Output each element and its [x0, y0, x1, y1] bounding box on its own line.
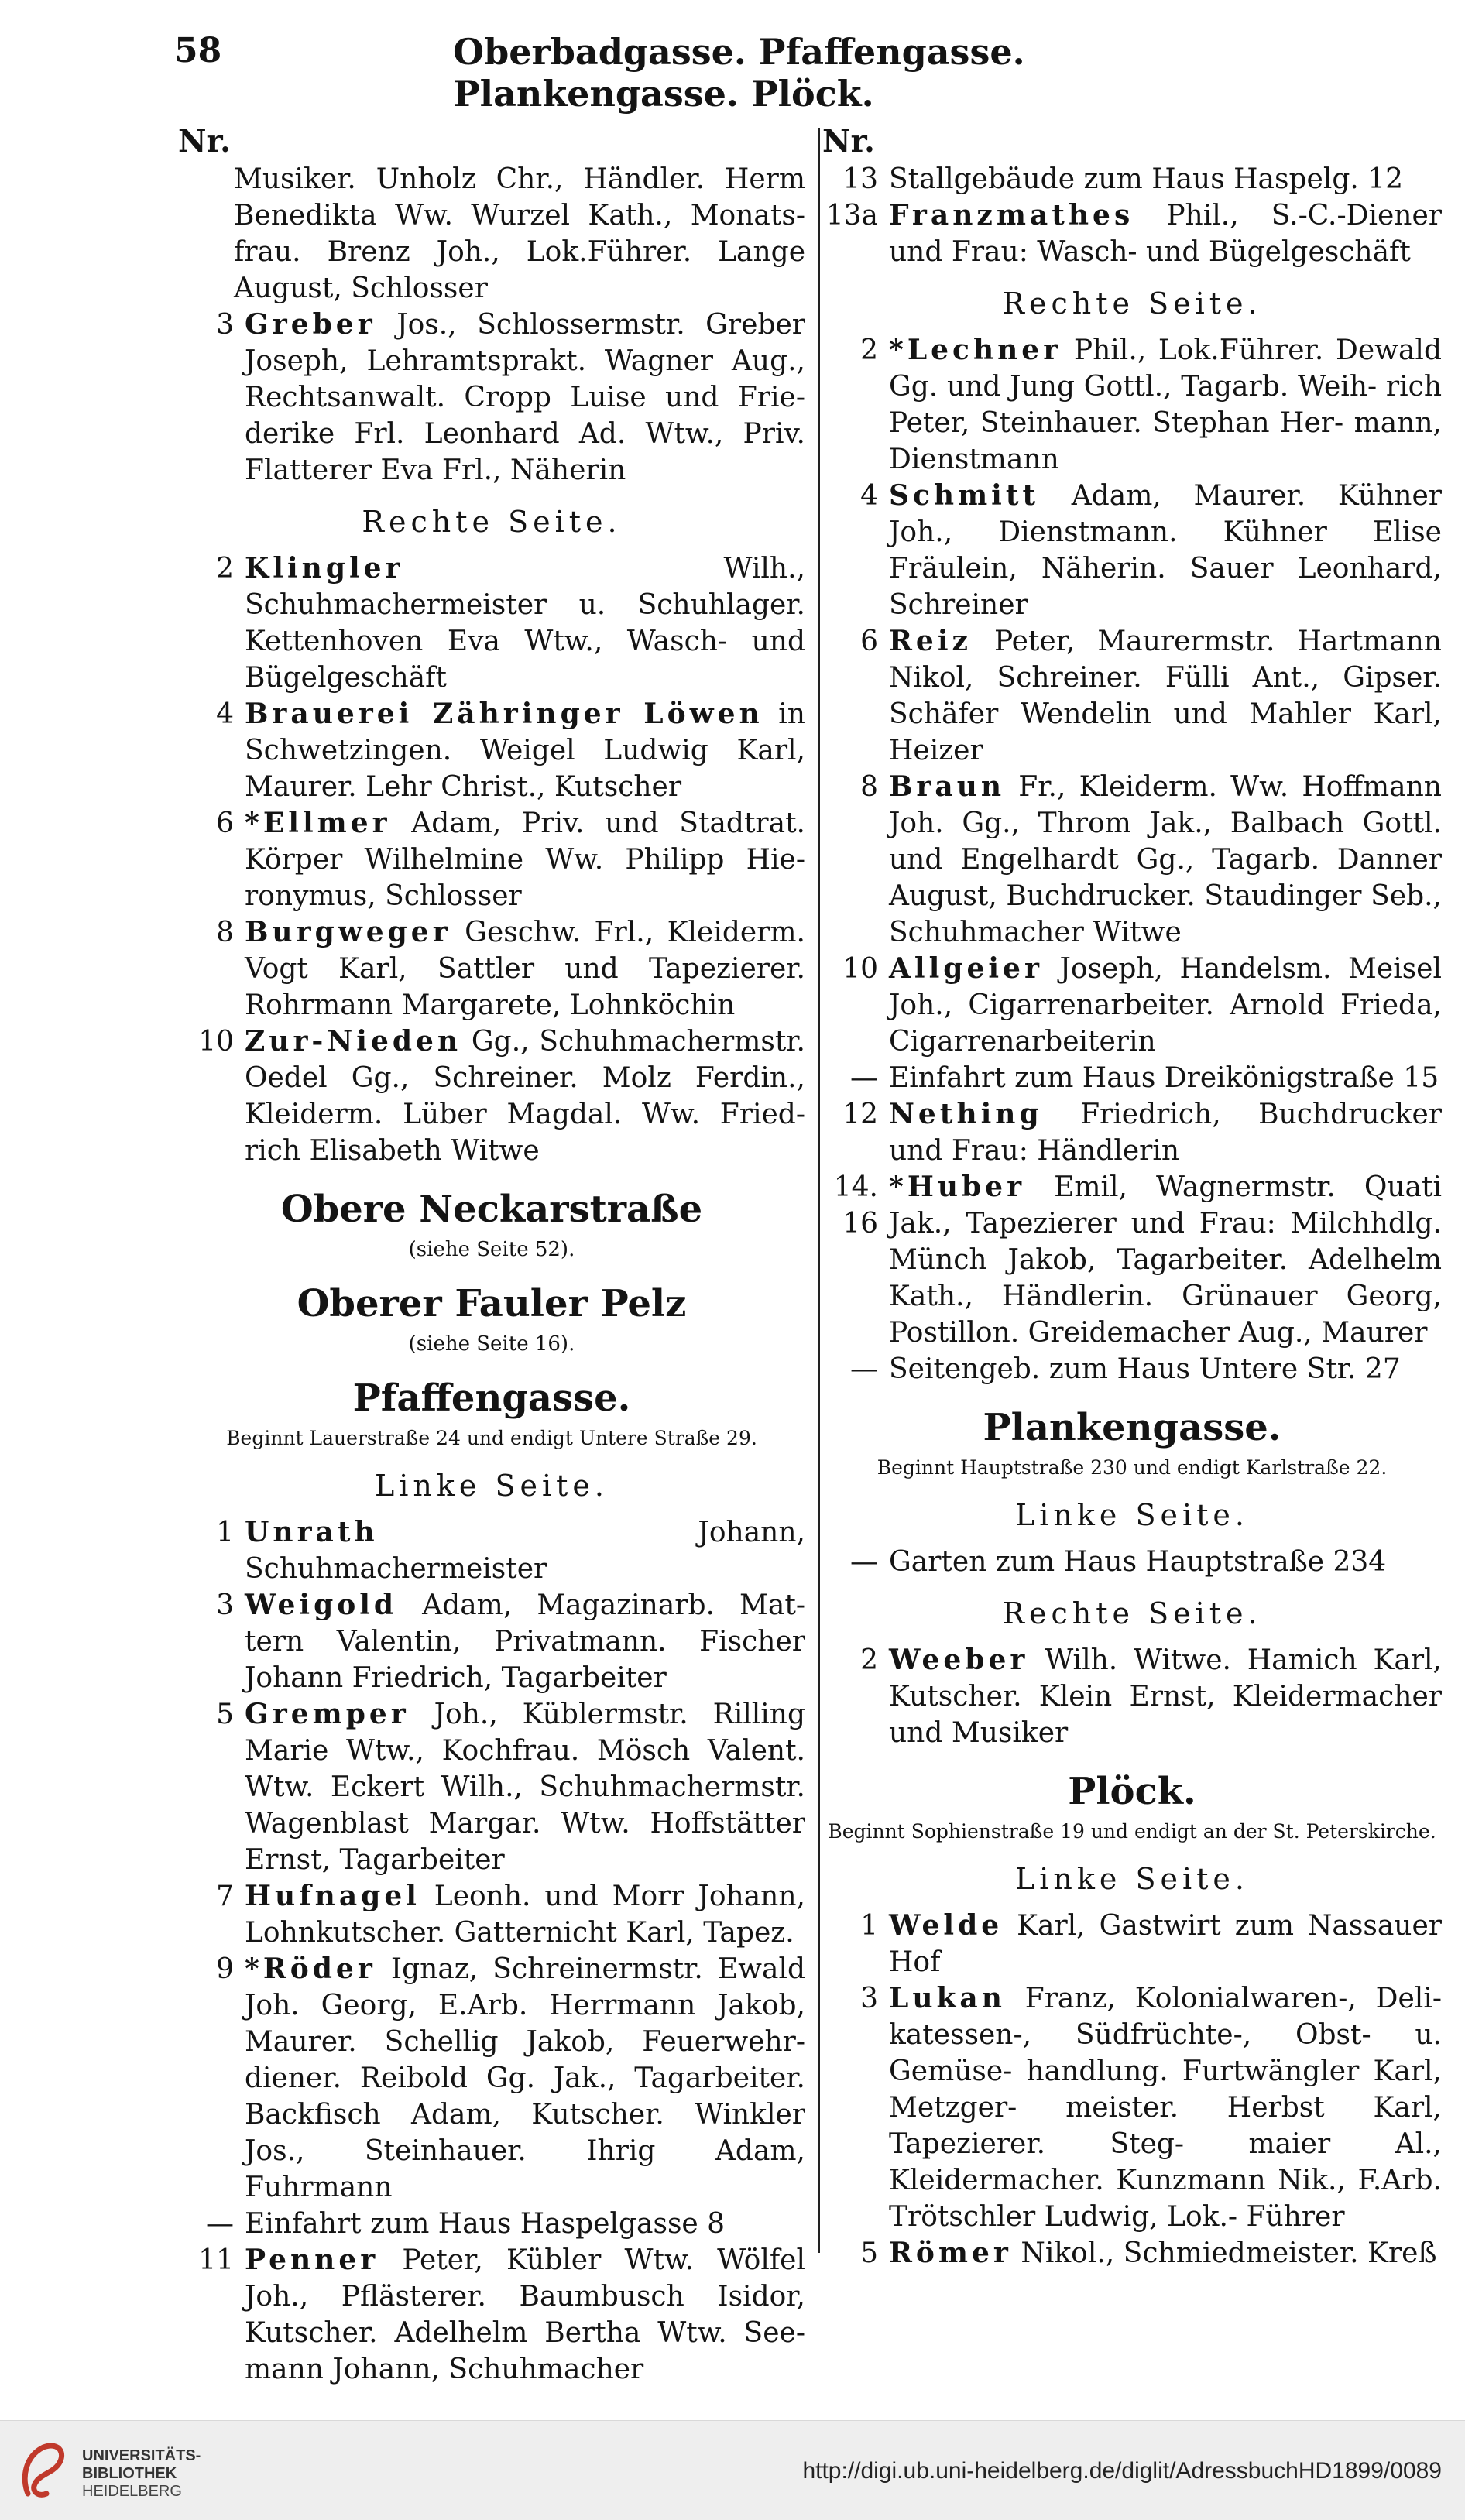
section-title-plankengasse: Plankengasse. [983, 1406, 1281, 1449]
section-title-pfaffengasse: Pfaffengasse. [352, 1377, 631, 1420]
resident-name: Lukan [889, 1982, 1006, 2014]
section-title-oberer-fauler-pelz: Oberer Fauler Pelz [297, 1282, 687, 1325]
directory-entry [178, 2242, 805, 2388]
entry-text [889, 623, 1442, 769]
directory-entry [822, 769, 1442, 951]
entry-text [245, 307, 805, 489]
entry-text [245, 2206, 805, 2242]
entry-text [245, 550, 805, 696]
entry-text [889, 1908, 1442, 1980]
entry-text [889, 1980, 1442, 2235]
entry-list [822, 1908, 1442, 2271]
directory-entry [178, 914, 805, 1023]
house-number: — [206, 2208, 234, 2240]
entry-text [245, 1023, 805, 1169]
resident-name: Weeber [889, 1644, 1029, 1676]
side-heading-rechte: Rechte Seite. [1002, 286, 1262, 321]
street-intro: Beginnt Hauptstraße 230 und endigt Karlstraße 22. [877, 1456, 1388, 1479]
entry-details: Wilh. Witwe. Hamich Karl, Kutscher. Klein Ernst, Kleidermacher und Musiker [889, 1644, 1442, 1749]
house-number: 10 [842, 953, 878, 985]
resident-name: Gremper [245, 1698, 410, 1730]
entry-text [245, 1878, 805, 1951]
entry-details: Joseph, Handelsm. Meisel Joh., Cigarrenarbeiter. Arnold Frieda, Cigarrenarbeiterin [889, 953, 1442, 1058]
entry-details: Garten zum Haus Hauptstraße 234 [889, 1546, 1387, 1578]
house-number: 1 [216, 1517, 234, 1548]
house-number: 2 [860, 1644, 878, 1676]
entry-text [245, 1696, 805, 1878]
resident-name: Hufnagel [245, 1880, 420, 1912]
side-heading-rechte: Rechte Seite. [1002, 1596, 1262, 1630]
entry-details: Phil., Lok.Führer. Dewald Gg. und Jung Gottl., Tagarb. Weih- rich Peter, Steinhauer. Stephan Her- mann, Dienstmann [889, 334, 1442, 475]
entry-text [889, 197, 1442, 270]
directory-entry [178, 1023, 805, 1169]
running-title: Oberbadgasse. Pfaffengasse. Plankengasse. Plöck. [453, 31, 1025, 115]
directory-entry [822, 951, 1442, 1060]
entry-text [889, 1169, 1442, 1351]
side-heading-linke: Linke Seite. [1015, 1862, 1249, 1896]
entry-details: Phil., S.-C.-Diener und Frau: Wasch- und Bügelgeschäft [889, 200, 1442, 268]
right-column [822, 124, 1442, 2271]
section-title-ploeck: Plöck. [1068, 1770, 1196, 1813]
directory-entry [178, 1514, 805, 1587]
house-number: 12 [842, 1099, 878, 1130]
directory-entry [822, 2235, 1442, 2271]
resident-name: Franzmathes [889, 199, 1134, 231]
resident-name: *Lechner [889, 334, 1062, 366]
resident-name: Greber [245, 308, 376, 341]
house-number: 5 [860, 2237, 878, 2269]
entry-details: Adam, Magazinarb. Mat- tern Valentin, Privatmann. Fischer Johann Friedrich, Tagarbeiter [245, 1589, 805, 1694]
house-number: 4 [216, 698, 234, 730]
resident-name: *Huber [889, 1171, 1026, 1203]
house-number: 4 [860, 480, 878, 512]
directory-entry [178, 1951, 805, 2206]
entry-text [245, 1514, 805, 1587]
directory-entry [822, 1351, 1442, 1387]
resident-name: Nething [889, 1098, 1043, 1130]
resident-name: Burgweger [245, 916, 451, 948]
see-reference: (siehe Seite 16). [408, 1332, 575, 1356]
directory-entry [822, 623, 1442, 769]
house-number: 1 [860, 1910, 878, 1942]
house-number: 5 [216, 1699, 234, 1730]
directory-entry [178, 2206, 805, 2242]
directory-entry [822, 1096, 1442, 1169]
nr-heading: Nr. [822, 123, 875, 159]
entry-details: Joh., Küblermstr. Rilling Marie Wtw., Kochfrau. Mösch Valent. Wtw. Eckert Wilh., Schuhmachermstr. Wagenblast Margar. Wtw. Hoffstätter Ernst, Tagarbeiter [245, 1699, 805, 1876]
house-number: 11 [198, 2244, 234, 2276]
entry-details: Leonh. und Morr Johann, Lohnkutscher. Gatternicht Karl, Tapez. [245, 1881, 805, 1949]
house-number: 8 [860, 771, 878, 803]
entry-details: Gg., Schuhmachermstr. Oedel Gg., Schreiner. Molz Ferdin., Kleiderm. Lüber Magdal. Ww. Fried- rich Elisabeth Witwe [245, 1026, 805, 1167]
resident-name: Brauerei Zähringer Löwen [245, 698, 763, 730]
entry-details: Seitengeb. zum Haus Untere Str. 27 [889, 1353, 1401, 1385]
library-name-line: HEIDELBERG [82, 2483, 182, 2500]
column-divider [818, 128, 820, 2253]
side-heading-linke: Linke Seite. [375, 1469, 609, 1503]
entry-details: Einfahrt zum Haus Dreikönigstraße 15 [889, 1062, 1439, 1094]
house-number: 9 [216, 1953, 234, 1985]
entry-text [889, 951, 1442, 1060]
house-number: — [850, 1546, 878, 1578]
directory-entry [822, 197, 1442, 270]
entry-text [889, 769, 1442, 951]
resident-name: *Röder [245, 1953, 376, 1985]
entry-details: Adam, Maurer. Kühner Joh., Dienstmann. Kühner Elise Fräulein, Näherin. Sauer Leonhard, Schreiner [889, 480, 1442, 621]
resident-name: Römer [889, 2237, 1012, 2269]
entry-details: Franz, Kolonialwaren-, Deli- katessen-, Südfrüchte-, Obst- u. Gemüse- handlung. Furtwängler Karl, Metzger- meister. Herbst Karl, Tapezierer. Steg- maier Al., Kleidermacher. Kunzmann Nik., F.Arb. Trötschler Ludwig, Lok.- Führer [889, 1983, 1442, 2233]
entry-details: Karl, Gastwirt zum Nassauer Hof [889, 1910, 1442, 1978]
directory-entry [178, 1696, 805, 1878]
section-title-obere-neckarstrasse: Obere Neckarstraße [280, 1188, 703, 1231]
street-intro: Beginnt Lauerstraße 24 und endigt Untere Straße 29. [226, 1427, 757, 1449]
entry-text [889, 1060, 1442, 1096]
entry-text [889, 1642, 1442, 1751]
entry-list [822, 161, 1442, 270]
entry-text [889, 1351, 1442, 1387]
entry-details: Peter, Maurermstr. Hartmann Nikol, Schreiner. Fülli Ant., Gipser. Schäfer Wendelin und Mahler Karl, Heizer [889, 626, 1442, 766]
house-number: 2 [860, 334, 878, 366]
resident-name: Allgeier [889, 952, 1043, 985]
directory-entry [822, 332, 1442, 478]
entry-text [889, 161, 1442, 197]
library-name-line: UNIVERSITÄTS- [82, 2447, 201, 2464]
entry-list [822, 332, 1442, 1387]
house-number: 6 [216, 807, 234, 839]
directory-entry [822, 1908, 1442, 1980]
entry-details: Wilh., Schuhmachermeister u. Schuhlager. Kettenhoven Eva Wtw., Wasch- und Bügelgeschäft [245, 553, 805, 694]
entry-details: Stallgebäude zum Haus Haspelg. 12 [889, 163, 1404, 195]
house-number: 6 [860, 626, 878, 657]
entry-list [822, 1642, 1442, 1751]
house-number: — [850, 1353, 878, 1385]
directory-entry [822, 1642, 1442, 1751]
directory-entry [178, 307, 805, 489]
library-name [82, 2447, 201, 2501]
library-name-line: BIBLIOTHEK [82, 2465, 177, 2482]
house-number: 2 [216, 553, 234, 585]
resident-name: Braun [889, 770, 1006, 803]
side-heading-linke: Linke Seite. [1015, 1498, 1249, 1532]
entry-details: Friedrich, Buchdrucker und Frau: Händlerin [889, 1099, 1442, 1167]
page-header [174, 31, 1173, 115]
resident-name: Zur-Nieden [245, 1025, 462, 1058]
house-number: 13a [825, 200, 878, 231]
left-column [178, 124, 805, 2388]
entry-text [245, 1587, 805, 1696]
house-number: 7 [216, 1881, 234, 1912]
entry-text [889, 1096, 1442, 1169]
directory-entry [822, 161, 1442, 197]
directory-entry [178, 1587, 805, 1696]
house-number: — [850, 1062, 878, 1094]
entry-details: Geschw. Frl., Kleiderm. Vogt Karl, Sattler und Tapezierer. Rohrmann Margarete, Lohnköchin [245, 917, 805, 1021]
library-logo-icon [17, 2439, 71, 2501]
directory-entry [178, 1878, 805, 1951]
house-number: 10 [198, 1026, 234, 1058]
resident-name: Reiz [889, 625, 972, 657]
entry-details: Ignaz, Schreinermstr. Ewald Joh. Georg, E.Arb. Herrmann Jakob, Maurer. Schellig Jakob, Feuerwehr- diener. Reibold Gg. Jak., Tagarbeiter. Backfisch Adam, Kutscher. Winkler Jos., Steinhauer. Ihrig Adam, Fuhrmann [245, 1953, 805, 2203]
side-heading-rechte: Rechte Seite. [362, 505, 622, 539]
street-intro: Beginnt Sophienstraße 19 und endigt an der St. Peterskirche. [828, 1820, 1436, 1843]
resident-name: Unrath [245, 1516, 379, 1548]
directory-entry [822, 1060, 1442, 1096]
entry-details: Adam, Priv. und Stadtrat. Körper Wilhelmine Ww. Philipp Hie- ronymus, Schlosser [245, 807, 805, 912]
footer-bar [0, 2420, 1465, 2520]
entry-details: Einfahrt zum Haus Haspelgasse 8 [245, 2208, 726, 2240]
entry-details: Fr., Kleiderm. Ww. Hoffmann Joh. Gg., Throm Jak., Balbach Gottl. und Engelhardt Gg., Tagarb. Danner August, Buchdrucker. Staudinger Seb., Schuhmacher Witwe [889, 771, 1442, 948]
directory-entry [822, 1169, 1442, 1351]
entry-details: Nikol., Schmiedmeister. Kreß [1011, 2237, 1437, 2269]
resident-name: Schmitt [889, 479, 1040, 512]
resident-name: Weigold [245, 1589, 398, 1621]
see-reference: (siehe Seite 52). [408, 1238, 575, 1261]
entry-list [178, 1514, 805, 2388]
directory-entry [178, 550, 805, 696]
house-number: 8 [216, 917, 234, 948]
directory-entry [822, 1544, 1442, 1580]
entry-details: Jos., Schlossermstr. Greber Joseph, Lehramtsprakt. Wagner Aug., Rechtsanwalt. Cropp Luise und Frie- derike Frl. Leonhard Ad. Wtw., Priv. Flatterer Eva Frl., Näherin [245, 309, 805, 486]
entry-text [889, 478, 1442, 623]
house-number: 14. 16 [833, 1171, 878, 1239]
house-number: 3 [216, 309, 234, 341]
resident-name: *Ellmer [245, 807, 391, 839]
entry-text [245, 1951, 805, 2206]
house-number: 13 [842, 163, 878, 195]
entry-list [822, 1544, 1442, 1580]
entry-text [889, 2235, 1442, 2271]
nr-heading: Nr. [178, 123, 231, 159]
resident-name: Penner [245, 2244, 379, 2276]
directory-entry [178, 696, 805, 805]
entry-text [245, 2242, 805, 2388]
source-url-link[interactable]: http://digi.ub.uni-heidelberg.de/diglit/AdressbuchHD1899/0089 [802, 2458, 1442, 2484]
resident-name: Klingler [245, 552, 404, 585]
entry-text [245, 914, 805, 1023]
directory-entry [822, 1980, 1442, 2235]
house-number: 3 [216, 1589, 234, 1621]
house-number: 3 [860, 1983, 878, 2014]
entry-text [245, 805, 805, 914]
entry-text [889, 332, 1442, 478]
continuation-text: Musiker. Unholz Chr., Händler. Herm Benedikta Ww. Wurzel Kath., Monats- frau. Brenz Joh., Lok.Führer. Lange August, Schlosser [234, 163, 805, 304]
entry-details: Johann, Schuhmachermeister [245, 1517, 805, 1585]
entry-text [245, 696, 805, 805]
directory-entry [822, 478, 1442, 623]
entry-details: in Schwetzingen. Weigel Ludwig Karl, Maurer. Lehr Christ., Kutscher [245, 698, 805, 803]
entry-list [178, 307, 805, 489]
directory-entry [178, 805, 805, 914]
entry-list [178, 550, 805, 1169]
page-number: 58 [174, 31, 222, 70]
entry-text [889, 1544, 1442, 1580]
resident-name: Welde [889, 1909, 1004, 1942]
entry-details: Emil, Wagnermstr. Quati Jak., Tapezierer und Frau: Milchhdlg. Münch Jakob, Tagarbeiter. Adelhelm Kath., Händlerin. Grünauer Georg, Postillon. Greidemacher Aug., Maurer [889, 1171, 1442, 1349]
entry-details: Peter, Kübler Wtw. Wölfel Joh., Pflästerer. Baumbusch Isidor, Kutscher. Adelhelm Bertha Wtw. See- mann Johann, Schuhmacher [245, 2244, 805, 2385]
